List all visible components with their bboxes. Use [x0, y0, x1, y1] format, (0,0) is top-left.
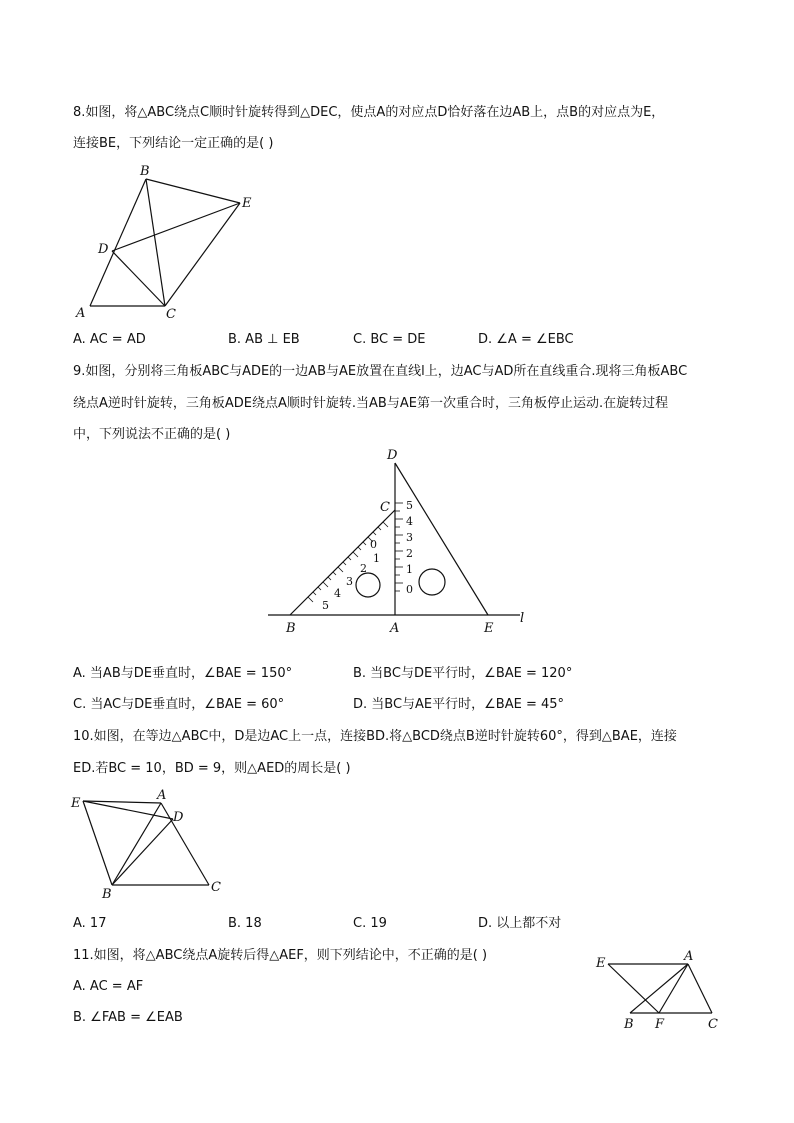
q9-option-a[interactable]: A. 当AB与DE垂直时，∠BAE = 150° [73, 666, 293, 681]
q9-label-c: C [380, 500, 390, 515]
q10-stem-line1: 10.如图，在等边△ABC中，D是边AC上一点，连接BD.将△BCD绕点B逆时针旋转60°，得到△BAE，连接 [73, 729, 677, 744]
q9-label-d: D [387, 448, 398, 463]
q10-option-b[interactable]: B. 18 [228, 916, 262, 931]
q9-ruler-left-4: 4 [334, 587, 341, 600]
q8-label-e: E [242, 196, 252, 211]
q10-label-b: B [102, 887, 112, 902]
q9-figure [260, 445, 540, 640]
q9-option-b[interactable]: B. 当BC与DE平行时，∠BAE = 120° [353, 666, 573, 681]
q11-label-f: F [655, 1017, 665, 1032]
q8-option-c[interactable]: C. BC = DE [353, 332, 426, 347]
q9-option-d[interactable]: D. 当BC与AE平行时，∠BAE = 45° [353, 697, 565, 712]
q11-option-a[interactable]: A. AC = AF [73, 979, 144, 994]
q9-ruler-right-ticks [395, 503, 403, 591]
q11-stem-line1: 11.如图，将△ABC绕点A旋转后得△AEF，则下列结论中，不正确的是( ) [73, 948, 488, 963]
q9-ruler-right-3: 3 [406, 531, 413, 544]
q9-ruler-right-5: 5 [406, 499, 413, 512]
q11-label-b: B [624, 1017, 634, 1032]
q9-option-c[interactable]: C. 当AC与DE垂直时，∠BAE = 60° [73, 697, 285, 712]
q8-option-a[interactable]: A. AC = AD [73, 332, 146, 347]
q9-ruler-right-1: 1 [406, 563, 413, 576]
q9-label-a: A [390, 621, 400, 636]
q8-option-b[interactable]: B. AB ⊥ EB [228, 332, 300, 347]
q10-figure [65, 785, 235, 905]
q10-label-e: E [71, 796, 81, 811]
q10-label-d: D [173, 810, 184, 825]
q9-ruler-right-4: 4 [406, 515, 413, 528]
q9-ruler-left-1: 1 [373, 552, 380, 565]
q11-figure [592, 945, 732, 1035]
q8-option-d[interactable]: D. ∠A = ∠EBC [478, 332, 574, 347]
q9-stem-line2: 绕点A逆时针旋转，三角板ADE绕点A顺时针旋转.当AB与AE第一次重合时，三角板停止运动.在旋转过程 [73, 396, 669, 411]
q11-label-a: A [684, 949, 694, 964]
q11-label-c: C [708, 1017, 718, 1032]
q9-label-l: l [520, 611, 525, 626]
q9-stem-line1: 9.如图，分别将三角板ABC与ADE的一边AB与AE放置在直线l上，边AC与AD所在直线重合.现将三角板ABC [73, 364, 688, 379]
q9-ruler-right-0: 0 [406, 583, 413, 596]
q8-label-c: C [166, 307, 176, 322]
q10-option-d[interactable]: D. 以上都不对 [478, 916, 562, 931]
q10-label-a: A [157, 788, 167, 803]
q8-label-d: D [98, 242, 109, 257]
q9-ruler-right-2: 2 [406, 547, 413, 560]
q8-figure [70, 160, 270, 325]
q8-stem-line1: 8.如图，将△ABC绕点C顺时针旋转得到△DEC，使点A的对应点D恰好落在边AB上，点B的对应点为E， [73, 105, 665, 120]
q8-label-a: A [76, 306, 86, 321]
q10-label-c: C [211, 880, 221, 895]
q9-ruler-left-3: 3 [346, 575, 353, 588]
q9-label-e: E [484, 621, 494, 636]
q11-option-b[interactable]: B. ∠FAB = ∠EAB [73, 1010, 183, 1025]
q9-ruler-left-5: 5 [322, 599, 329, 612]
q8-stem-line2: 连接BE，下列结论一定正确的是( ) [73, 136, 274, 151]
q9-stem-line3: 中，下列说法不正确的是( ) [73, 427, 231, 442]
q10-option-a[interactable]: A. 17 [73, 916, 107, 931]
q8-label-b: B [140, 164, 150, 179]
q9-ruler-left-0: 0 [370, 538, 377, 551]
q10-stem-line2: ED.若BC = 10，BD = 9，则△AED的周长是( ) [73, 761, 351, 776]
q9-ruler-left-2: 2 [360, 562, 367, 575]
q11-label-e: E [596, 956, 606, 971]
q10-option-c[interactable]: C. 19 [353, 916, 387, 931]
q9-label-b: B [286, 621, 296, 636]
